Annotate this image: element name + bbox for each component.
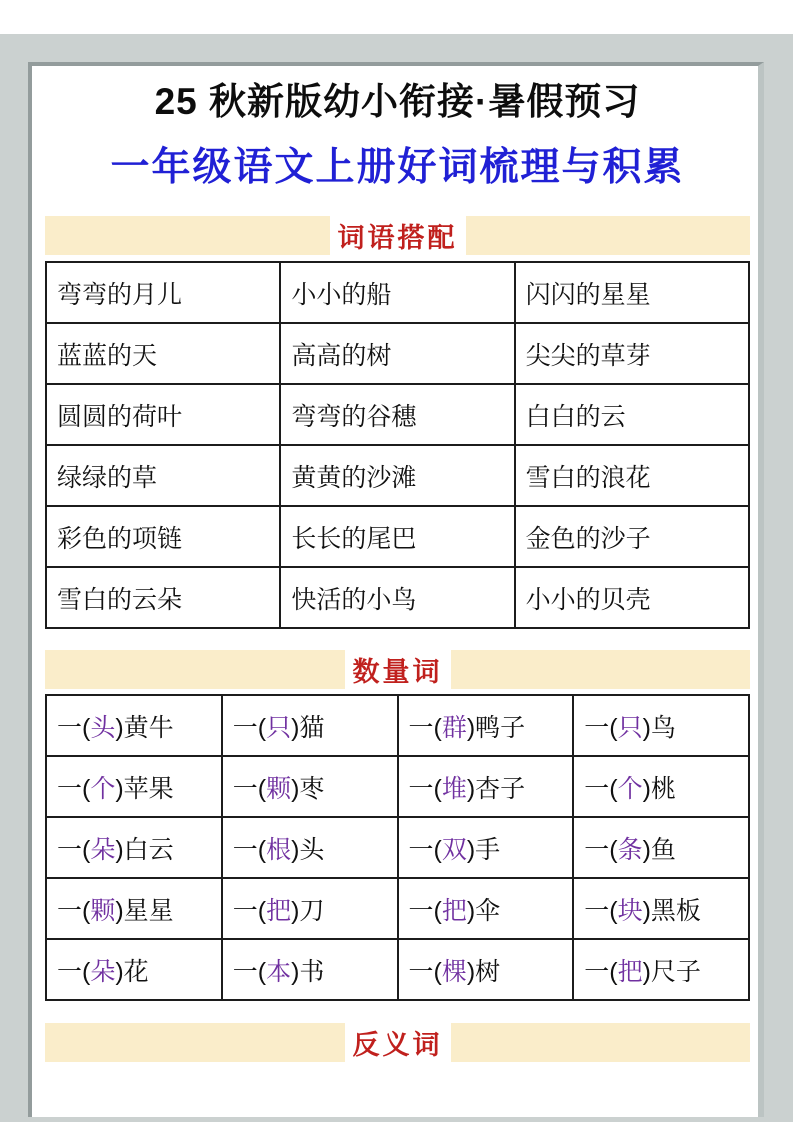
- table-row: [46, 262, 749, 323]
- quantity-noun: )鸭子: [466, 713, 526, 742]
- quantity-noun: )刀: [291, 896, 325, 925]
- table-row: [46, 817, 749, 878]
- quantity-cell: [573, 817, 749, 878]
- quantity-noun: )猫: [291, 713, 325, 742]
- measure-word: 颗: [266, 774, 292, 803]
- quantity-noun: )尺子: [642, 957, 701, 986]
- collocation-cell: 小小的船: [280, 262, 514, 323]
- table-row: [46, 506, 749, 567]
- collocation-cell: 金色的沙子: [515, 506, 749, 567]
- quantity-noun: )白云: [115, 835, 174, 864]
- quantity-noun: )杏子: [466, 774, 526, 803]
- collocation-cell: 雪白的浪花: [515, 445, 749, 506]
- quantity-cell: [46, 695, 222, 756]
- measure-word: 只: [266, 713, 292, 742]
- quantity-noun: )花: [115, 957, 149, 986]
- quantity-prefix: 一(: [408, 713, 442, 742]
- quantity-cell: [46, 817, 222, 878]
- quantity-prefix: 一(: [57, 957, 91, 986]
- collocation-cell: 绿绿的草: [46, 445, 280, 506]
- quantity-prefix: 一(: [584, 713, 618, 742]
- measure-word: 个: [90, 774, 116, 803]
- quantity-prefix: 一(: [408, 896, 442, 925]
- section-header-quantity: [45, 650, 750, 689]
- quantity-cell: [222, 695, 398, 756]
- table-row: [46, 939, 749, 1000]
- quantity-noun: )书: [291, 957, 325, 986]
- measure-word: 朵: [90, 835, 116, 864]
- quantity-noun: )枣: [291, 774, 325, 803]
- measure-word: 头: [90, 713, 116, 742]
- quantity-cell: [222, 756, 398, 817]
- quantity-cell: [222, 939, 398, 1000]
- measure-word: 朵: [90, 957, 116, 986]
- quantity-prefix: 一(: [232, 713, 267, 742]
- measure-word: 双: [441, 835, 467, 864]
- collocation-table: [45, 261, 750, 629]
- quantity-prefix: 一(: [57, 774, 91, 803]
- quantity-cell: [222, 817, 398, 878]
- quantity-cell: [46, 878, 222, 939]
- page-content: [32, 78, 758, 1062]
- quantity-cell: [398, 695, 574, 756]
- worksheet-page: [28, 62, 764, 1117]
- quantity-cell: [573, 878, 749, 939]
- quantity-prefix: 一(: [408, 835, 442, 864]
- collocation-cell: 雪白的云朵: [46, 567, 280, 628]
- collocation-cell: 黄黄的沙滩: [280, 445, 514, 506]
- collocation-cell: 长长的尾巴: [280, 506, 514, 567]
- measure-word: 条: [617, 835, 643, 864]
- quantity-prefix: 一(: [232, 774, 267, 803]
- quantity-prefix: 一(: [408, 774, 442, 803]
- table-row: [46, 445, 749, 506]
- quantity-table: [45, 694, 750, 1001]
- quantity-cell: [398, 878, 574, 939]
- quantity-prefix: 一(: [584, 774, 618, 803]
- collocation-cell: 白白的云: [515, 384, 749, 445]
- page-subtitle: 一年级语文上册好词梳理与积累: [110, 144, 685, 190]
- table-row: [46, 756, 749, 817]
- quantity-prefix: 一(: [584, 957, 618, 986]
- quantity-noun: )黄牛: [115, 713, 174, 742]
- section-title-collocation: 词语搭配: [330, 214, 466, 257]
- table-row: [46, 384, 749, 445]
- measure-word: 棵: [441, 957, 467, 986]
- quantity-noun: )星星: [115, 896, 174, 925]
- quantity-cell: [573, 756, 749, 817]
- quantity-noun: )桃: [642, 774, 676, 803]
- quantity-prefix: 一(: [584, 896, 618, 925]
- quantity-cell: [573, 695, 749, 756]
- measure-word: 群: [441, 713, 467, 742]
- section-header-collocation: [45, 216, 750, 255]
- collocation-cell: 尖尖的草芽: [515, 323, 749, 384]
- measure-word: 个: [617, 774, 643, 803]
- table-row: [46, 695, 749, 756]
- measure-word: 本: [266, 957, 292, 986]
- measure-word: 块: [617, 896, 643, 925]
- quantity-noun: )黑板: [642, 896, 701, 925]
- table-row: [46, 878, 749, 939]
- collocation-cell: 小小的贝壳: [515, 567, 749, 628]
- collocation-cell: 弯弯的月儿: [46, 262, 280, 323]
- quantity-cell: [398, 939, 574, 1000]
- quantity-noun: )苹果: [115, 774, 174, 803]
- collocation-cell: 闪闪的星星: [515, 262, 749, 323]
- quantity-prefix: 一(: [57, 713, 91, 742]
- collocation-cell: 彩色的项链: [46, 506, 280, 567]
- quantity-cell: [46, 939, 222, 1000]
- quantity-noun: )头: [291, 835, 325, 864]
- quantity-cell: [398, 756, 574, 817]
- measure-word: 堆: [441, 774, 467, 803]
- collocation-cell: 蓝蓝的天: [46, 323, 280, 384]
- quantity-cell: [222, 878, 398, 939]
- section-title-quantity: 数量词: [345, 648, 451, 691]
- quantity-prefix: 一(: [57, 835, 91, 864]
- collocation-cell: 高高的树: [280, 323, 514, 384]
- measure-word: 把: [617, 957, 643, 986]
- table-row: [46, 567, 749, 628]
- section-title-antonym: 反义词: [345, 1021, 451, 1064]
- collocation-cell: 弯弯的谷穗: [280, 384, 514, 445]
- measure-word: 只: [617, 713, 643, 742]
- measure-word: 颗: [90, 896, 116, 925]
- table-row: [46, 323, 749, 384]
- quantity-noun: )手: [466, 835, 501, 864]
- quantity-noun: )鱼: [642, 835, 676, 864]
- page-title: 25 秋新版幼小衔接·暑假预习: [154, 81, 641, 122]
- measure-word: 根: [266, 835, 292, 864]
- quantity-prefix: 一(: [408, 957, 442, 986]
- quantity-prefix: 一(: [584, 835, 618, 864]
- collocation-cell: 圆圆的荷叶: [46, 384, 280, 445]
- quantity-prefix: 一(: [232, 957, 267, 986]
- measure-word: 把: [266, 896, 292, 925]
- quantity-cell: [573, 939, 749, 1000]
- quantity-noun: )树: [466, 957, 501, 986]
- quantity-noun: )鸟: [642, 713, 676, 742]
- section-header-antonym: [45, 1023, 750, 1062]
- collocation-cell: 快活的小鸟: [280, 567, 514, 628]
- quantity-cell: [46, 756, 222, 817]
- quantity-prefix: 一(: [232, 896, 267, 925]
- quantity-cell: [398, 817, 574, 878]
- measure-word: 把: [441, 896, 467, 925]
- quantity-prefix: 一(: [232, 835, 267, 864]
- quantity-noun: )伞: [466, 896, 501, 925]
- quantity-prefix: 一(: [57, 896, 91, 925]
